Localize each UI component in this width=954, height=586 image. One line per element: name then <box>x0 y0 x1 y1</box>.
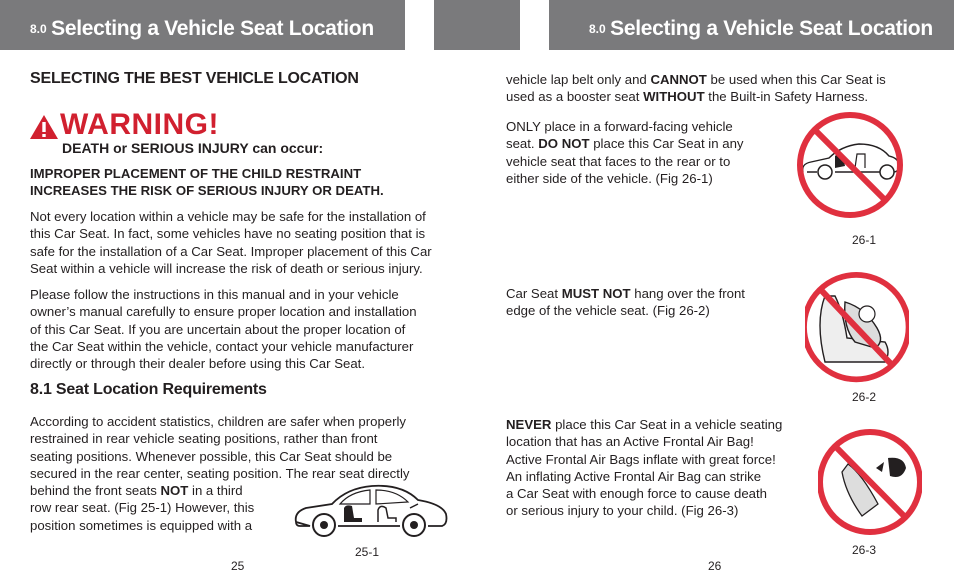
header-left <box>0 0 405 50</box>
section-title: Selecting a Vehicle Seat Location <box>51 17 374 40</box>
figure-26-2-prohibited-icon <box>805 272 909 384</box>
header-right <box>549 0 954 50</box>
section-number: 8.0 <box>589 22 606 36</box>
figure-caption: 26-3 <box>852 543 877 557</box>
right-paragraph-4: NEVER place this Car Seat in a vehicle seating location that has an Active Frontal Air Bag! Active Frontal Air Bags inflate with great force! An inflating Active Frontal Air Bag can strike a Car Seat with enough force to cause death or serious injury to your child. (Fig 26-3) <box>506 417 783 519</box>
figure-caption: 25-1 <box>355 545 380 559</box>
page-number: 26 <box>708 559 722 573</box>
section-title: Selecting a Vehicle Seat Location <box>610 17 933 40</box>
figure-25-1-car-icon <box>292 478 452 544</box>
page-heading: SELECTING THE BEST VEHICLE LOCATION <box>30 70 359 87</box>
page-number: 25 <box>231 559 245 573</box>
right-paragraph-1: vehicle lap belt only and CANNOT be used when this Car Seat is used as a booster seat WITHOUT the Built-in Safety Harness. <box>506 72 886 105</box>
caps-warning-text: IMPROPER PLACEMENT OF THE CHILD RESTRAINT INCREASES THE RISK OF SERIOUS INJURY OR DEATH. <box>30 166 384 199</box>
figure-caption: 26-2 <box>852 390 877 404</box>
paragraph-1: Not every location within a vehicle may be safe for the installation of this Car Seat. In fact, some vehicles have no seating position that is safe for the installation of a Car Seat. Improper placement of this Car Seat within a vehicle will increase the risk of death or serious injury. <box>30 209 432 276</box>
paragraph-2: Please follow the instructions in this manual and in your vehicle owner’s manual carefully to ensure proper location and installation of this Car Seat. If you are uncertain about the proper location of the Car Seat within the vehicle, contact your vehicle manufacturer directly or through their dealer before using this Car Seat. <box>30 287 417 372</box>
warning-label: WARNING! <box>60 108 219 141</box>
section-number: 8.0 <box>30 22 47 36</box>
header-divider-tab <box>434 0 520 50</box>
right-paragraph-2: ONLY place in a forward-facing vehicle seat. DO NOT place this Car Seat in any vehicle seat that faces to the rear or to either side of the vehicle. (Fig 26-1) <box>506 119 744 186</box>
warning-triangle-icon <box>29 114 59 140</box>
figure-26-1-prohibited-icon <box>795 110 905 220</box>
paragraph-3: According to accident statistics, children are safer when properly restrained in rear vehicle seating positions, rather than front seating positions. Whenever possible, this Car Seat should be secured in the rear center, seating position. The rear seat directly behind the front seats NOT in a third row rear seat. (Fig 25-1) However, this position sometimes is equipped with a <box>30 414 410 533</box>
figure-caption: 26-1 <box>852 233 877 247</box>
right-paragraph-3: Car Seat MUST NOT hang over the front edge of the vehicle seat. (Fig 26-2) <box>506 286 745 319</box>
warning-subtitle: DEATH or SERIOUS INJURY can occur: <box>62 140 324 156</box>
figure-26-3-airbag-prohibited-icon <box>818 424 922 540</box>
subsection-heading: 8.1 Seat Location Requirements <box>30 381 267 398</box>
